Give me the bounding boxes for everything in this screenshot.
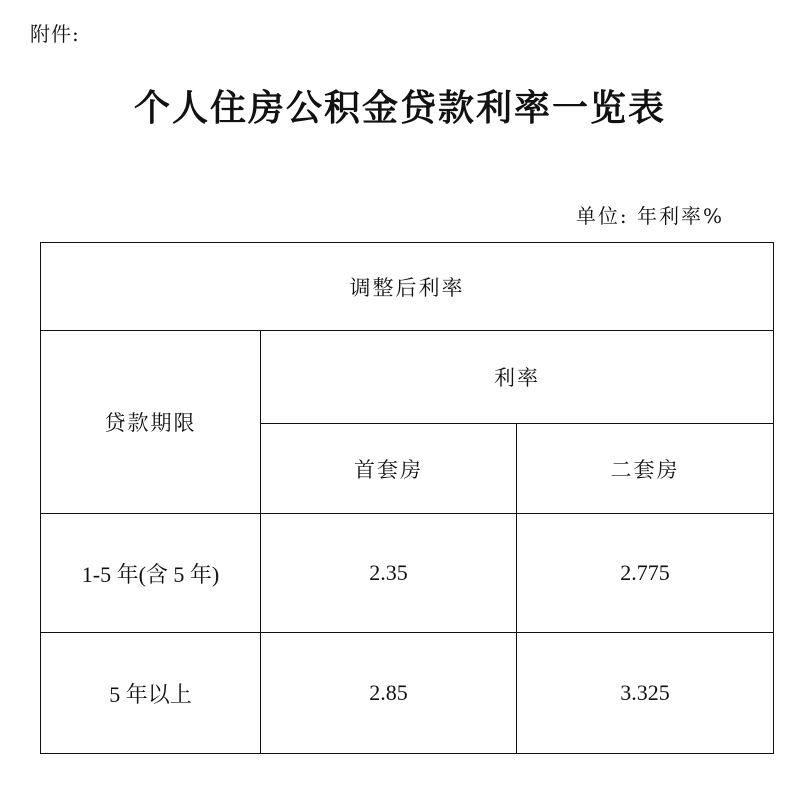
table-row [41,633,774,754]
second-home-rate-cell: 3.325 [517,633,774,754]
table-row [41,514,774,633]
rate-header-row [41,331,774,424]
second-home-header: 二套房 [517,424,774,514]
first-home-rate-cell: 2.85 [261,633,517,754]
term-cell: 1-5 年(含 5 年) [41,514,261,633]
rate-table [40,242,774,754]
rate-header: 利率 [261,331,774,424]
table-header-row [41,243,774,331]
term-cell: 5 年以上 [41,633,261,754]
adjusted-rate-header: 调整后利率 [41,243,774,331]
first-home-header: 首套房 [261,424,517,514]
first-home-rate-cell: 2.35 [261,514,517,633]
attachment-label: 附件: [30,22,80,46]
second-home-rate-cell: 2.775 [517,514,774,633]
page-title: 个人住房公积金贷款利率一览表 [133,87,666,129]
loan-term-header: 贷款期限 [41,331,261,514]
unit-note: 单位: 年利率% [575,204,724,228]
